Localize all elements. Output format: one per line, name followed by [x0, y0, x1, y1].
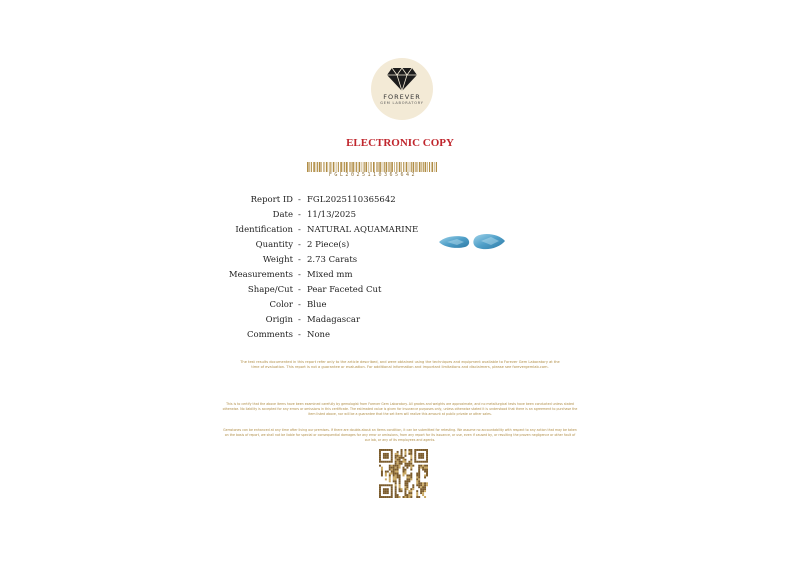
field-value: Pear Faceted Cut [307, 285, 382, 295]
electronic-copy-title: ELECTRONIC COPY [346, 137, 454, 149]
field-separator: - [298, 255, 301, 265]
lab-logo [371, 58, 433, 120]
verification-qr-code[interactable] [379, 449, 428, 498]
field-label: Shape/Cut [247, 285, 293, 295]
logo-subtitle: GEM LABORATORY [380, 101, 424, 105]
field-value: NATURAL AQUAMARINE [307, 225, 419, 235]
field-label: Date [272, 210, 293, 220]
logo-brand: FOREVER [383, 93, 421, 101]
field-label: Quantity [255, 240, 293, 250]
field-label: Identification [235, 225, 293, 235]
field-value: 2 Piece(s) [307, 240, 350, 250]
field-separator: - [298, 225, 301, 235]
field-separator: - [298, 300, 301, 310]
field-value: None [307, 330, 331, 340]
field-separator: - [298, 330, 301, 340]
field-separator: - [298, 195, 301, 205]
field-value: Blue [307, 300, 327, 310]
field-label: Origin [265, 315, 293, 325]
field-value: FGL2025110365642 [307, 195, 396, 205]
field-separator: - [298, 285, 301, 295]
field-separator: - [298, 240, 301, 250]
disclaimer-paragraph-3: Gemstones can be enhanced at any time after living our premises. If there are doubts about an items condition, it can be submitted for retesting. We assume no accountability with respect to any action that may be taken on the basis of report, we shall not be liable for special or consequential damages for any error or omissions, from any report for its issuance, or use, even if caused by, or resulting the proven negligence or other fault of our lab, or any of its employees and agents. [223, 428, 577, 442]
field-label: Comments [246, 330, 293, 340]
field-label: Measurements [228, 270, 293, 280]
field-value: 2.73 Carats [307, 255, 358, 265]
field-label: Color [269, 300, 293, 310]
field-label: Report ID [250, 195, 293, 205]
field-value: Mixed mm [307, 270, 353, 280]
disclaimer-paragraph-2: This is to certify that the above items have been examined carefully by gemologist from Forever Gem Laboratory. All grades and weights are approximate, and no metallurgical tests have been conducted unless stated otherwise. No liability is accepted for any errors or omissions in this certificate. The estimated value is given for insurance purposes only, unless otherwise stated it is understood that there is an agreement to purchase the item listed above, nor will be a guarantee that the set item will realize this amount at public private or other sales. [222, 402, 578, 416]
field-value: Madagascar [307, 315, 361, 325]
field-value: 11/13/2025 [307, 210, 356, 220]
field-label: Weight [262, 255, 293, 265]
disclaimer-paragraph-1: The test results documented in this report refer only to the article described, and were obtained using the techniques and equipment available to Forever Gem Laboratory at the time of evaluation. This report is not a guarantee or evaluation. For additional information and important limitations and disclaimers, please see forevergemlab.com. [240, 360, 560, 369]
report-barcode [307, 162, 439, 172]
diamond-icon [386, 66, 418, 92]
barcode-number: FGL2025110365642 [328, 172, 418, 178]
field-separator: - [298, 315, 301, 325]
field-separator: - [298, 270, 301, 280]
field-separator: - [298, 210, 301, 220]
gemstone-photo [437, 230, 507, 254]
